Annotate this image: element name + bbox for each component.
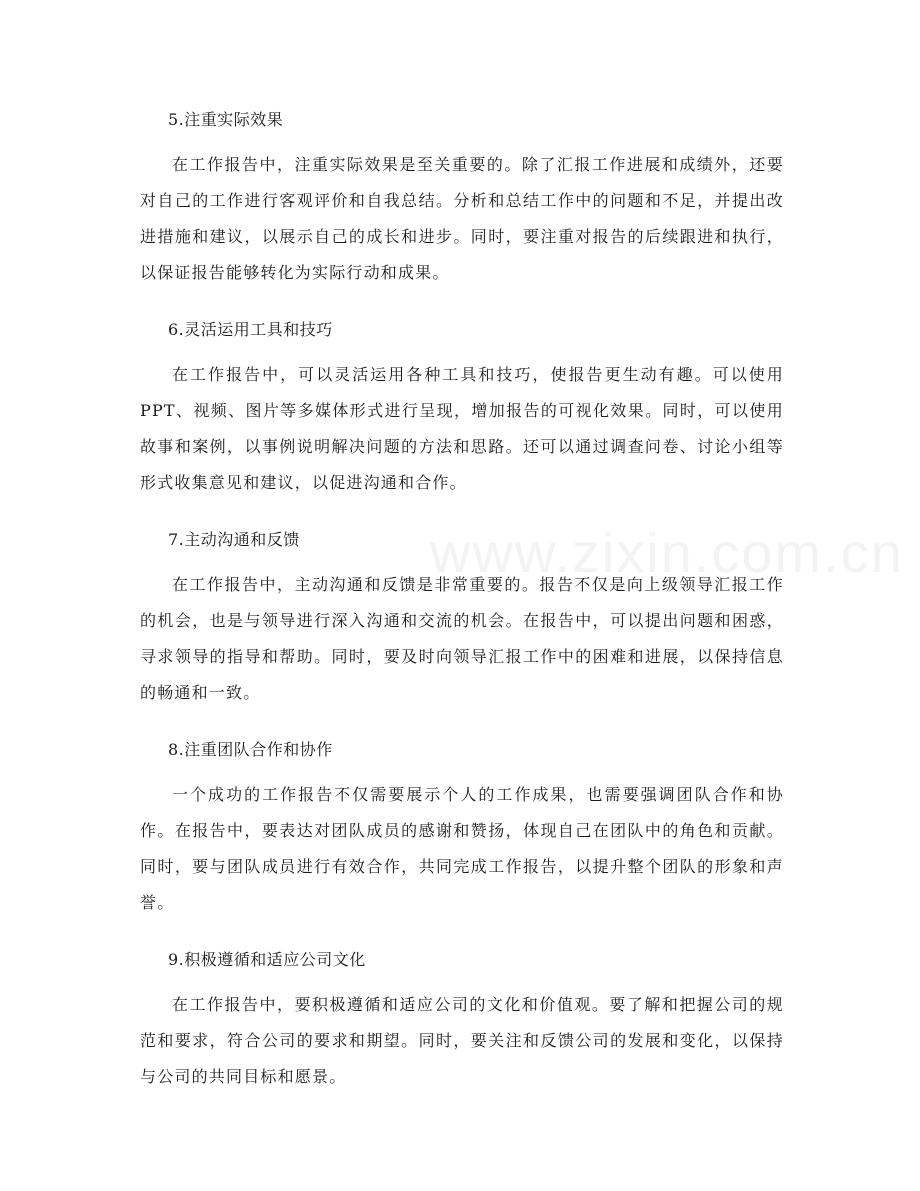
section-paragraph: 在工作报告中，可以灵活运用各种工具和技巧，使报告更生动有趣。可以使用PPT、视频、图片等多媒体形式进行呈现，增加报告的可视化效果。同时，可以使用故事和案例，以事例说明解决问题的方法和思路。还可以通过调查问卷、讨论小组等形式收集意见和建议，以促进沟通和合作。 bbox=[140, 365, 784, 492]
section-tools-and-techniques bbox=[140, 313, 784, 501]
section-heading: 5.注重实际效果 bbox=[168, 110, 284, 129]
section-heading: 8.注重团队合作和协作 bbox=[168, 740, 333, 759]
section-communication-feedback bbox=[140, 523, 784, 711]
watermark: www.zixin.com.cn bbox=[430, 521, 904, 584]
section-heading: 7.主动沟通和反馈 bbox=[168, 530, 300, 549]
section-paragraph: 在工作报告中，要积极遵循和适应公司的文化和价值观。要了解和把握公司的规范和要求，符合公司的要求和期望。同时，要关注和反馈公司的发展和变化，以保持与公司的共同目标和愿景。 bbox=[140, 995, 784, 1086]
section-company-culture bbox=[140, 943, 784, 1095]
section-paragraph: 一个成功的工作报告不仅需要展示个人的工作成果，也需要强调团队合作和协作。在报告中，要表达对团队成员的感谢和赞扬，体现自己在团队中的角色和贡献。同时，要与团队成员进行有效合作，共同完成工作报告，以提升整个团队的形象和声誉。 bbox=[140, 785, 784, 912]
section-paragraph: 在工作报告中，主动沟通和反馈是非常重要的。报告不仅是向上级领导汇报工作的机会，也是与领导进行深入沟通和交流的机会。在报告中，可以提出问题和困惑，寻求领导的指导和帮助。同时，要及时向领导汇报工作中的困难和进展，以保持信息的畅通和一致。 bbox=[140, 575, 784, 702]
document-content bbox=[140, 103, 784, 1117]
section-teamwork bbox=[140, 733, 784, 921]
section-heading: 9.积极遵循和适应公司文化 bbox=[168, 950, 366, 969]
section-paragraph: 在工作报告中，注重实际效果是至关重要的。除了汇报工作进展和成绩外，还要对自己的工作进行客观评价和自我总结。分析和总结工作中的问题和不足，并提出改进措施和建议，以展示自己的成长和进步。同时，要注重对报告的后续跟进和执行，以保证报告能够转化为实际行动和成果。 bbox=[140, 155, 784, 282]
section-heading: 6.灵活运用工具和技巧 bbox=[168, 320, 333, 339]
section-practical-effect bbox=[140, 103, 784, 291]
